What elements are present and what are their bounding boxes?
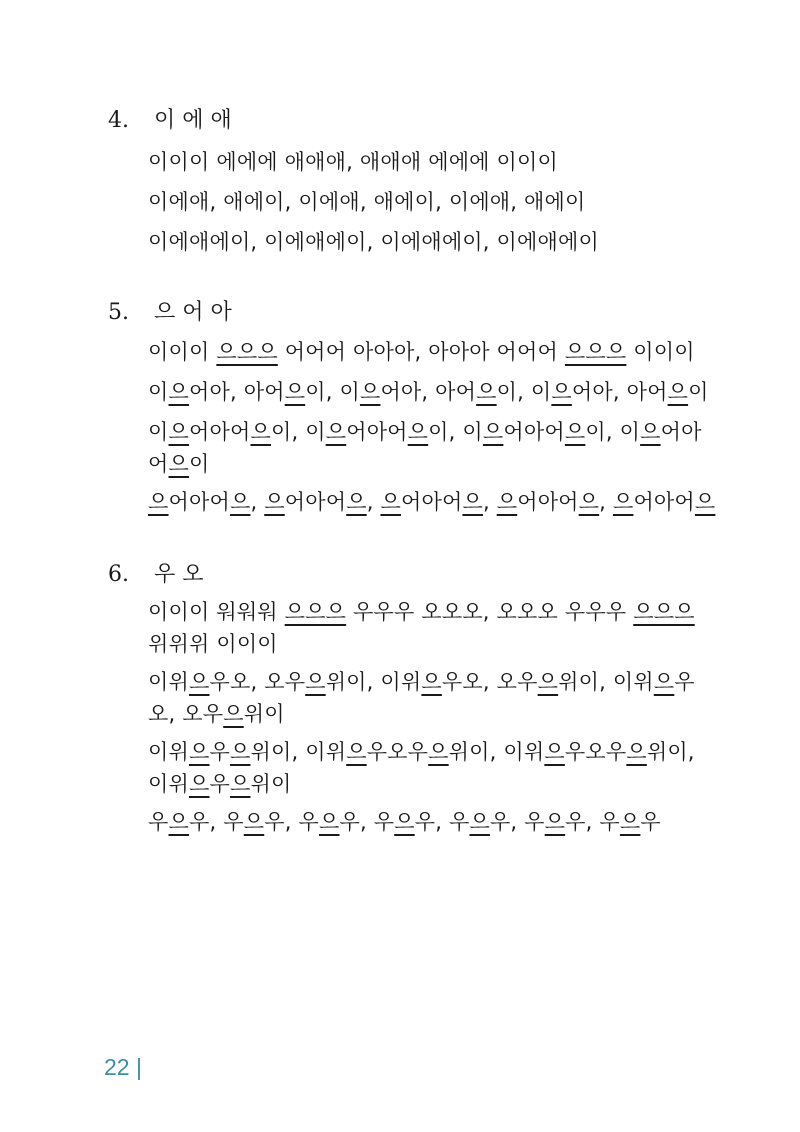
underlined-syllable: 으 [188,740,210,764]
underlined-syllable: 으 [168,420,189,444]
text-segment: 이에애에이, 이에애에이, 이에애에이, 이에애에이 [148,230,599,254]
underlined-syllable: 으 [305,670,326,694]
text-segment: 우오우 [366,740,429,764]
text-segment: 어아어 [189,420,251,444]
text-segment: 우오, 오우 [209,670,306,694]
text-segment: 이, 이 [270,420,326,444]
text-segment: 이위 [148,740,189,764]
section-5 [108,298,718,514]
underlined-syllable: 으 [284,380,306,404]
underlined-syllable: 으 [640,420,661,444]
text-segment: , [599,490,613,514]
section-title: 우 오 [154,562,204,587]
text-segment: 위위위 이이이 [148,632,278,656]
section-title: 으 어 아 [154,300,232,325]
text-segment: 우, 우 [339,810,395,834]
practice-line [148,186,718,218]
underlined-syllable: 으 [551,380,572,404]
underlined-syllable: 으 [243,810,265,834]
text-segment: 우오우 [564,740,627,764]
text-segment: 우 오, 오우 [148,670,695,726]
underlined-syllable: 으 [694,490,716,514]
text-segment: 위이 [250,772,292,796]
page-number-value: 22 [104,1054,130,1080]
section-number: 4. [108,108,129,133]
underlined-syllable: 으 [168,452,189,476]
section-heading [108,298,718,328]
underlined-syllable: 으 [380,490,401,514]
section-number: 5. [108,300,129,325]
underlined-syllable: 으 [612,490,634,514]
text-segment: , [250,490,265,514]
text-segment: 우 [209,740,230,764]
text-segment: 이 [189,452,210,476]
underlined-syllable: 으 [168,810,189,834]
text-segment: 어아어 [633,490,695,514]
underlined-syllable: 으 [544,740,565,764]
section-heading [108,106,718,136]
underlined-syllable: 으 [626,740,647,764]
text-segment: 이, 이 [428,420,483,444]
underlined-syllable: 으 [325,420,347,444]
underlined-syllable: 으 [544,810,566,834]
underlined-syllable: 으 [421,670,442,694]
text-segment: 위이, 이위 [250,740,347,764]
underlined-syllable: 으 [667,380,689,404]
underlined-syllable: 으 [462,490,483,514]
text-segment: 어아어 [400,490,463,514]
text-segment: 어아 어 [148,420,702,476]
practice-line [148,146,718,178]
text-segment: , [482,490,497,514]
practice-line [148,486,718,518]
underlined-syllable: 으 [188,772,210,796]
underlined-syllable: 으 [496,490,518,514]
text-segment: 어아, 아어 [189,380,285,404]
practice-line [148,596,718,660]
text-segment: 이, 이 [585,420,641,444]
underlined-syllable: 으 [229,740,251,764]
underlined-syllable: 으으으 [633,600,695,624]
underlined-syllable: 으 [653,670,675,694]
underlined-syllable: 으 [619,810,641,834]
underlined-syllable: 으으으 [284,600,347,624]
underlined-syllable: 으 [229,772,251,796]
text-segment: 우 [148,810,169,834]
text-segment: 우, 우 [565,810,620,834]
text-segment: 위이, 이위 [448,740,545,764]
text-segment: 어아어 [168,490,230,514]
underlined-syllable: 으 [168,380,189,404]
underlined-syllable: 으 [188,670,210,694]
practice-line [148,806,718,838]
practice-line [148,336,718,368]
underlined-syllable: 으 [407,420,429,444]
text-segment: 이 [688,380,709,404]
text-segment: 이이이 워워워 [148,600,285,624]
text-segment: 우오, 오우 [441,670,538,694]
underlined-syllable: 으 [250,420,271,444]
practice-line [148,416,718,480]
text-segment: 위이 [243,702,285,726]
text-segment: 어아어 [346,420,408,444]
text-segment: 이위 [148,670,189,694]
text-segment: 우, 우 [489,810,545,834]
text-segment: , [366,490,381,514]
section-6 [108,560,718,834]
underlined-syllable: 으 [428,740,449,764]
text-segment: 어아, 아어 [571,380,668,404]
practice-line [148,376,718,408]
underlined-syllable: 으 [469,810,490,834]
text-segment: 이 [148,420,169,444]
section-4 [108,106,718,254]
text-segment: 우, 우 [264,810,319,834]
underlined-syllable: 으 [359,380,381,404]
section-number: 6. [108,562,129,587]
text-segment: 이이이 [626,340,695,364]
text-segment: 우, 우 [414,810,470,834]
page-number [104,1052,142,1082]
text-segment: 위이, 이위 [325,670,422,694]
underlined-syllable: 으 [482,420,504,444]
text-segment: 위이, 이위 [148,740,695,796]
text-segment: 어아어 [503,420,565,444]
practice-line [148,226,718,258]
practice-line [148,736,718,800]
underlined-syllable: 으 [223,702,244,726]
page-number-separator: | [135,1054,142,1080]
underlined-syllable: 으 [318,810,340,834]
practice-line [148,666,718,730]
text-segment: 이이이 에에에 애애애, 애애애 에에에 이이이 [148,150,558,174]
text-segment: 우 [640,810,661,834]
underlined-syllable: 으 [394,810,415,834]
text-segment: 우우우 오오오, 오오오 우우우 [346,600,634,624]
underlined-syllable: 으으으 [216,340,278,364]
text-segment: 어어어 아아아, 아아아 어어어 [277,340,565,364]
text-segment: 어아어 [517,490,579,514]
text-segment: 어아, 아어 [380,380,477,404]
underlined-syllable: 으 [537,670,559,694]
underlined-syllable: 으 [264,490,285,514]
underlined-syllable: 으으으 [564,340,627,364]
text-segment: 우, 우 [189,810,244,834]
text-segment: 어아어 [284,490,347,514]
underlined-syllable: 으 [346,740,367,764]
text-segment: 이, 이 [496,380,552,404]
text-segment: 이에애, 애에이, 이에애, 애에이, 이에애, 애에이 [148,190,586,214]
underlined-syllable: 으 [578,490,600,514]
text-segment: 위이, 이위 [558,670,654,694]
section-heading [108,560,718,590]
underlined-syllable: 으 [148,490,169,514]
section-title: 이 에 애 [154,108,232,133]
underlined-syllable: 으 [476,380,497,404]
text-segment: 이 [148,380,169,404]
underlined-syllable: 으 [346,490,367,514]
text-segment: 이, 이 [305,380,360,404]
text-segment: 이이이 [148,340,217,364]
underlined-syllable: 으 [564,420,586,444]
underlined-syllable: 으 [229,490,251,514]
text-segment: 우 [209,772,230,796]
